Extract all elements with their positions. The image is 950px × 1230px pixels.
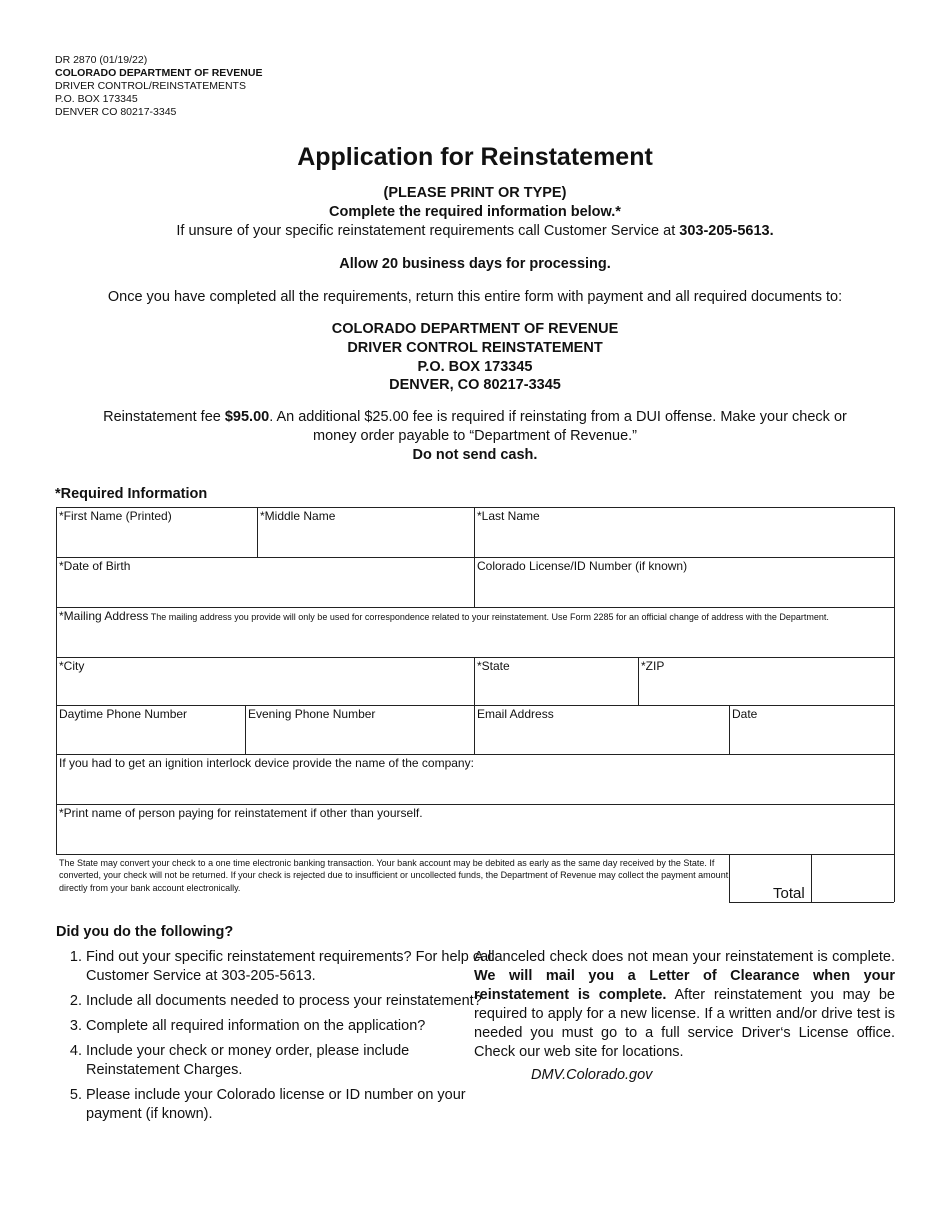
dob-label: *Date of Birth [59,559,131,573]
city-field[interactable] [56,657,474,705]
clearance-note-end: After reinstatement you may be required to apply for a new license. If a written and/or drive test is needed you must go to a full service Driver‘s License office. Check our web site for locations. [474,987,895,1060]
agency-name: COLORADO DEPARTMENT OF REVENUE [55,67,263,79]
page-title: Application for Reinstatement [297,143,653,171]
mail-to-line-3: P.O. BOX 173345 [417,359,533,375]
date-of-birth-field[interactable] [56,557,474,607]
customer-service-phone: 303-205-5613. [679,223,774,239]
website-link[interactable]: DMV.Colorado.gov [531,1067,653,1083]
zip-label: *ZIP [641,659,665,673]
checklist-heading: Did you do the following? [56,924,234,940]
col-divider [729,854,730,902]
total-amount-field[interactable] [811,854,894,902]
required-info-label: *Required Information [55,486,208,502]
checklist-item: 3. Complete all required information on the application? [86,1017,506,1036]
middle-name-label: *Middle Name [260,509,336,523]
return-instructions: Once you have completed all the requirements, return this entire form with payment and all required documents to: [107,289,843,305]
checklist-item: 2. Include all documents needed to process your reinstatement? [86,992,506,1011]
complete-note: Complete the required information below.* [329,204,621,220]
city-label: *City [59,659,85,673]
unsure-text: If unsure of your specific reinstatement requirements call Customer Service at [176,223,680,239]
division-name: DRIVER CONTROL/REINSTATEMENTS [55,80,246,92]
form-border-right [894,507,895,902]
clearance-note [474,948,895,1062]
header-po-box: P.O. BOX 173345 [55,93,138,105]
total-label: Total [773,885,805,902]
interlock-label: If you had to get an ignition interlock device provide the name of the company: [59,756,474,770]
application-form [56,507,894,902]
fee-line [0,409,950,425]
daytime-phone-label: Daytime Phone Number [59,707,188,721]
date-label: Date [732,707,758,721]
form-header [55,54,262,119]
checklist-item: 5. Please include your Colorado license or ID number on your payment (if known). [86,1086,506,1124]
mailing-address-note: The mailing address you provide will only be used for correspondence related to your reinstatement. Use Form 2285 for an official change of address with the Department. [148,612,829,622]
checklist-item: 1. Find out your specific reinstatement requirements? For help call Customer Service at 303-205-5613. [86,948,506,986]
license-number-field[interactable] [474,557,894,607]
license-label: Colorado License/ID Number (if known) [477,559,688,573]
evening-phone-field[interactable] [245,705,474,754]
fee-payable: money order payable to “Department of Revenue.” [312,428,637,444]
form-border-total-bottom [729,902,894,903]
last-name-field[interactable] [474,507,894,557]
row-divider [56,854,894,855]
form-number: DR 2870 (01/19/22) [55,54,148,66]
first-name-label: *First Name (Printed) [59,509,172,523]
evening-phone-label: Evening Phone Number [248,707,376,721]
mailing-address-field[interactable] [56,607,894,657]
date-field[interactable] [729,705,894,754]
email-label: Email Address [477,707,554,721]
fee-prefix: Reinstatement fee [103,409,225,425]
mailing-address-label [59,609,829,623]
clearance-note-bold: We will mail you a Letter of Clearance when your reinstatement is complete. [474,968,895,1003]
check-conversion-disclaimer: The State may convert your check to a one time electronic banking transaction. Your bank account may be debited as early as the same day received by the State. If converted, your check will not be returned. If your check is rejected due to insufficient or uncollected funds, the Department of Revenue may collect the payment amount directly from your bank account electronically. [59,858,729,893]
no-cash-note: Do not send cash. [412,447,538,463]
print-note: (PLEASE PRINT OR TYPE) [383,185,567,201]
unsure-line [0,223,950,239]
payer-label: *Print name of person paying for reinstatement if other than yourself. [59,806,423,820]
state-label: *State [477,659,510,673]
zip-field[interactable] [638,657,894,705]
interlock-company-field[interactable] [56,754,894,804]
payer-name-field[interactable] [56,804,894,854]
daytime-phone-field[interactable] [56,705,245,754]
mail-to-line-4: DENVER, CO 80217-3345 [389,377,561,393]
middle-name-field[interactable] [257,507,474,557]
fee-amount: $95.00 [224,409,270,425]
first-name-field[interactable] [56,507,257,557]
fee-suffix: . An additional $25.00 fee is required if reinstating from a DUI offense. Make your check or [269,409,847,425]
checklist-item: 4. Include your check or money order, please include Reinstatement Charges. [86,1042,506,1080]
mailing-address-title: *Mailing Address [59,609,149,623]
email-field[interactable] [474,705,729,754]
header-city: DENVER CO 80217-3345 [55,106,177,118]
processing-time: Allow 20 business days for processing. [339,256,611,272]
mail-to-line-2: DRIVER CONTROL REINSTATEMENT [347,340,603,356]
checklist [44,948,506,1130]
clearance-note-start: A canceled check does not mean your reinstatement is complete. [474,949,895,965]
state-field[interactable] [474,657,638,705]
last-name-label: *Last Name [477,509,540,523]
mail-to-line-1: COLORADO DEPARTMENT OF REVENUE [331,321,619,337]
